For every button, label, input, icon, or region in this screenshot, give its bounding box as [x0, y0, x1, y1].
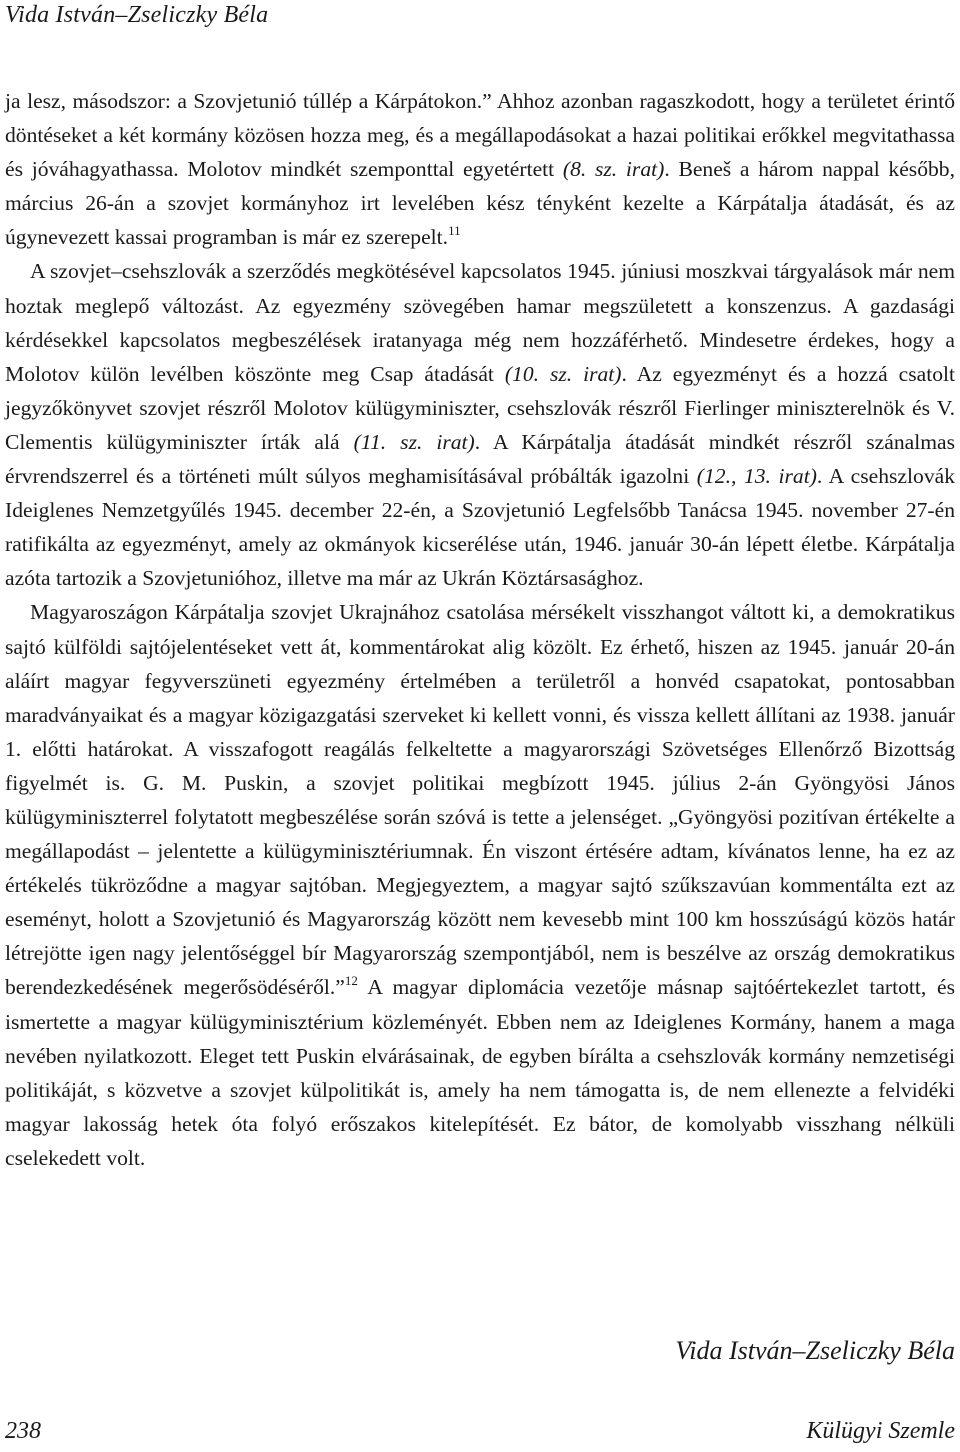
- text-span: A szovjet–csehszlovák a szerződés megkötésével kapcsolatos 1945. júniusi moszkvai tárgyalások már nem hoztak meglepő változást. Az egyezmény szövegében hamar megszületett a konszenzus. A gazdasági kérdésekkel kapcsolatos megbeszélések iratanyaga még nem hozzáférhető. Mindesetre érdekes, hogy a Molotov külön levélben köszönte meg Csap átadását: [5, 259, 955, 386]
- footnote-marker: 11: [448, 223, 461, 239]
- text-span: A magyar diplomácia vezetője másnap sajtóértekezlet tartott, és ismertette a magyar külügyminisztérium közleményét. Ebben nem az Ideiglenes Kormány, hanem a maga nevében nyilatkozott. Eleget tett Puskin elvárásainak, de egyben bírálta a csehszlovák kormány nemzetiségi politikáját, s közvetve a szovjet külpolitikát is, amely ha nem támogatta is, de nem ellenezte a felvidéki magyar lakosság hetek óta folyó erőszakos kitelepítését. Ez bátor, de komolyabb visszhang nélküli cselekedett volt.: [5, 975, 955, 1170]
- document-reference: (11. sz. irat): [353, 429, 475, 454]
- text-span: Magyaroszágon Kárpátalja szovjet Ukrajnához csatolása mérsékelt visszhangot váltott ki, a demokratikus sajtó külföldi sajtójelentéseket vett át, kommentárokat alig közölt. Ez érhető, hiszen az 1945. január 20-án aláírt magyar fegyverszüneti egyezmény értelmében a területről a honvéd csapatokat, pontosabban maradványaikat és a magyar közigazgatási szerveket ki kellett vonni, és vissza kellett állítani az 1938. január 1. előtti határokat. A visszafogott reagálás felkeltette a magyarországi Szövetséges Ellenőrző Bizottság figyelmét is. G. M. Puskin, a szovjet politikai megbízott 1945. július 2-án Gyöngyösi János külügyminiszterrel folytatott megbeszélése során szóvá is tette a jelenséget. „Gyöngyösi pozitívan értékelte a megállapodást – jelentette a külügyminisztériumnak. Én viszont értésére adtam, kívánatos lenne, ha ez az értékelés tükröződne a magyar sajtóban. Megjegyeztem, a magyar sajtó szűkszavúan kommentálta ezt az eseményt, holott a Szovjetunió és Magyarország között nem kevesebb mint 100 km hosszúságú közös határ létrejötte igen nagy jelentőséggel bír Magyarország szempontjából, nem is beszélve az ország demokratikus berendezkedésének megerősödéséről.”: [5, 600, 955, 1000]
- running-header: Vida István–Zseliczky Béla: [5, 2, 269, 28]
- page-number: 238: [5, 1418, 41, 1444]
- article-body: [5, 84, 955, 1175]
- paragraph-1: [5, 84, 955, 254]
- author-signature: Vida István–Zseliczky Béla: [675, 1336, 955, 1365]
- paragraph-2: [5, 254, 955, 595]
- document-reference: (8. sz. irat): [562, 157, 665, 182]
- journal-name: Külügyi Szemle: [806, 1418, 955, 1444]
- text-span: . Beneš a három nappal később, március 26-án a szovjet kormányhoz irt levelében kész tényként kezelte a Kárpátalja átadását, és az úgynevezett kassai programban is már ez szerepelt.: [5, 157, 955, 250]
- text-span: . Az egyezményt és a hozzá csatolt jegyzőkönyvet szovjet részről Molotov külügyminiszter, csehszlovák részről Fierlinger miniszterelnök és V. Clementis külügyminiszter írták alá: [5, 361, 955, 454]
- footnote-marker: 12: [344, 973, 358, 989]
- paragraph-3: [5, 595, 955, 1175]
- text-span: . A csehszlovák Ideiglenes Nemzetgyűlés 1945. december 22-én, a Szovjetunió Legfelsőbb Tanácsa 1945. november 27-én ratifikálta az egyezményt, amely az okmányok kicserélése után, 1946. január 30-án lépett életbe. Kárpátalja azóta tartozik a Szovjetunióhoz, illetve ma már az Ukrán Köztársasághoz.: [5, 464, 955, 591]
- document-reference: (10. sz. irat): [504, 361, 622, 386]
- text-span: ja lesz, másodszor: a Szovjetunió túllép a Kárpátokon.” Ahhoz azonban ragaszkodott, hogy a területet érintő döntéseket a két kormány közösen hozza meg, és a megállapodásokat a hazai politikai erőkkel megvitathassa és jóváhagyathassa. Molotov mindkét szemponttal egyetértett: [5, 89, 955, 182]
- document-reference: (12., 13. irat): [696, 464, 817, 489]
- text-span: . A Kárpátalja átadását mindkét részről szánalmas érvrendszerrel és a történeti múlt súlyos meghamisításával próbálták igazolni: [5, 429, 955, 489]
